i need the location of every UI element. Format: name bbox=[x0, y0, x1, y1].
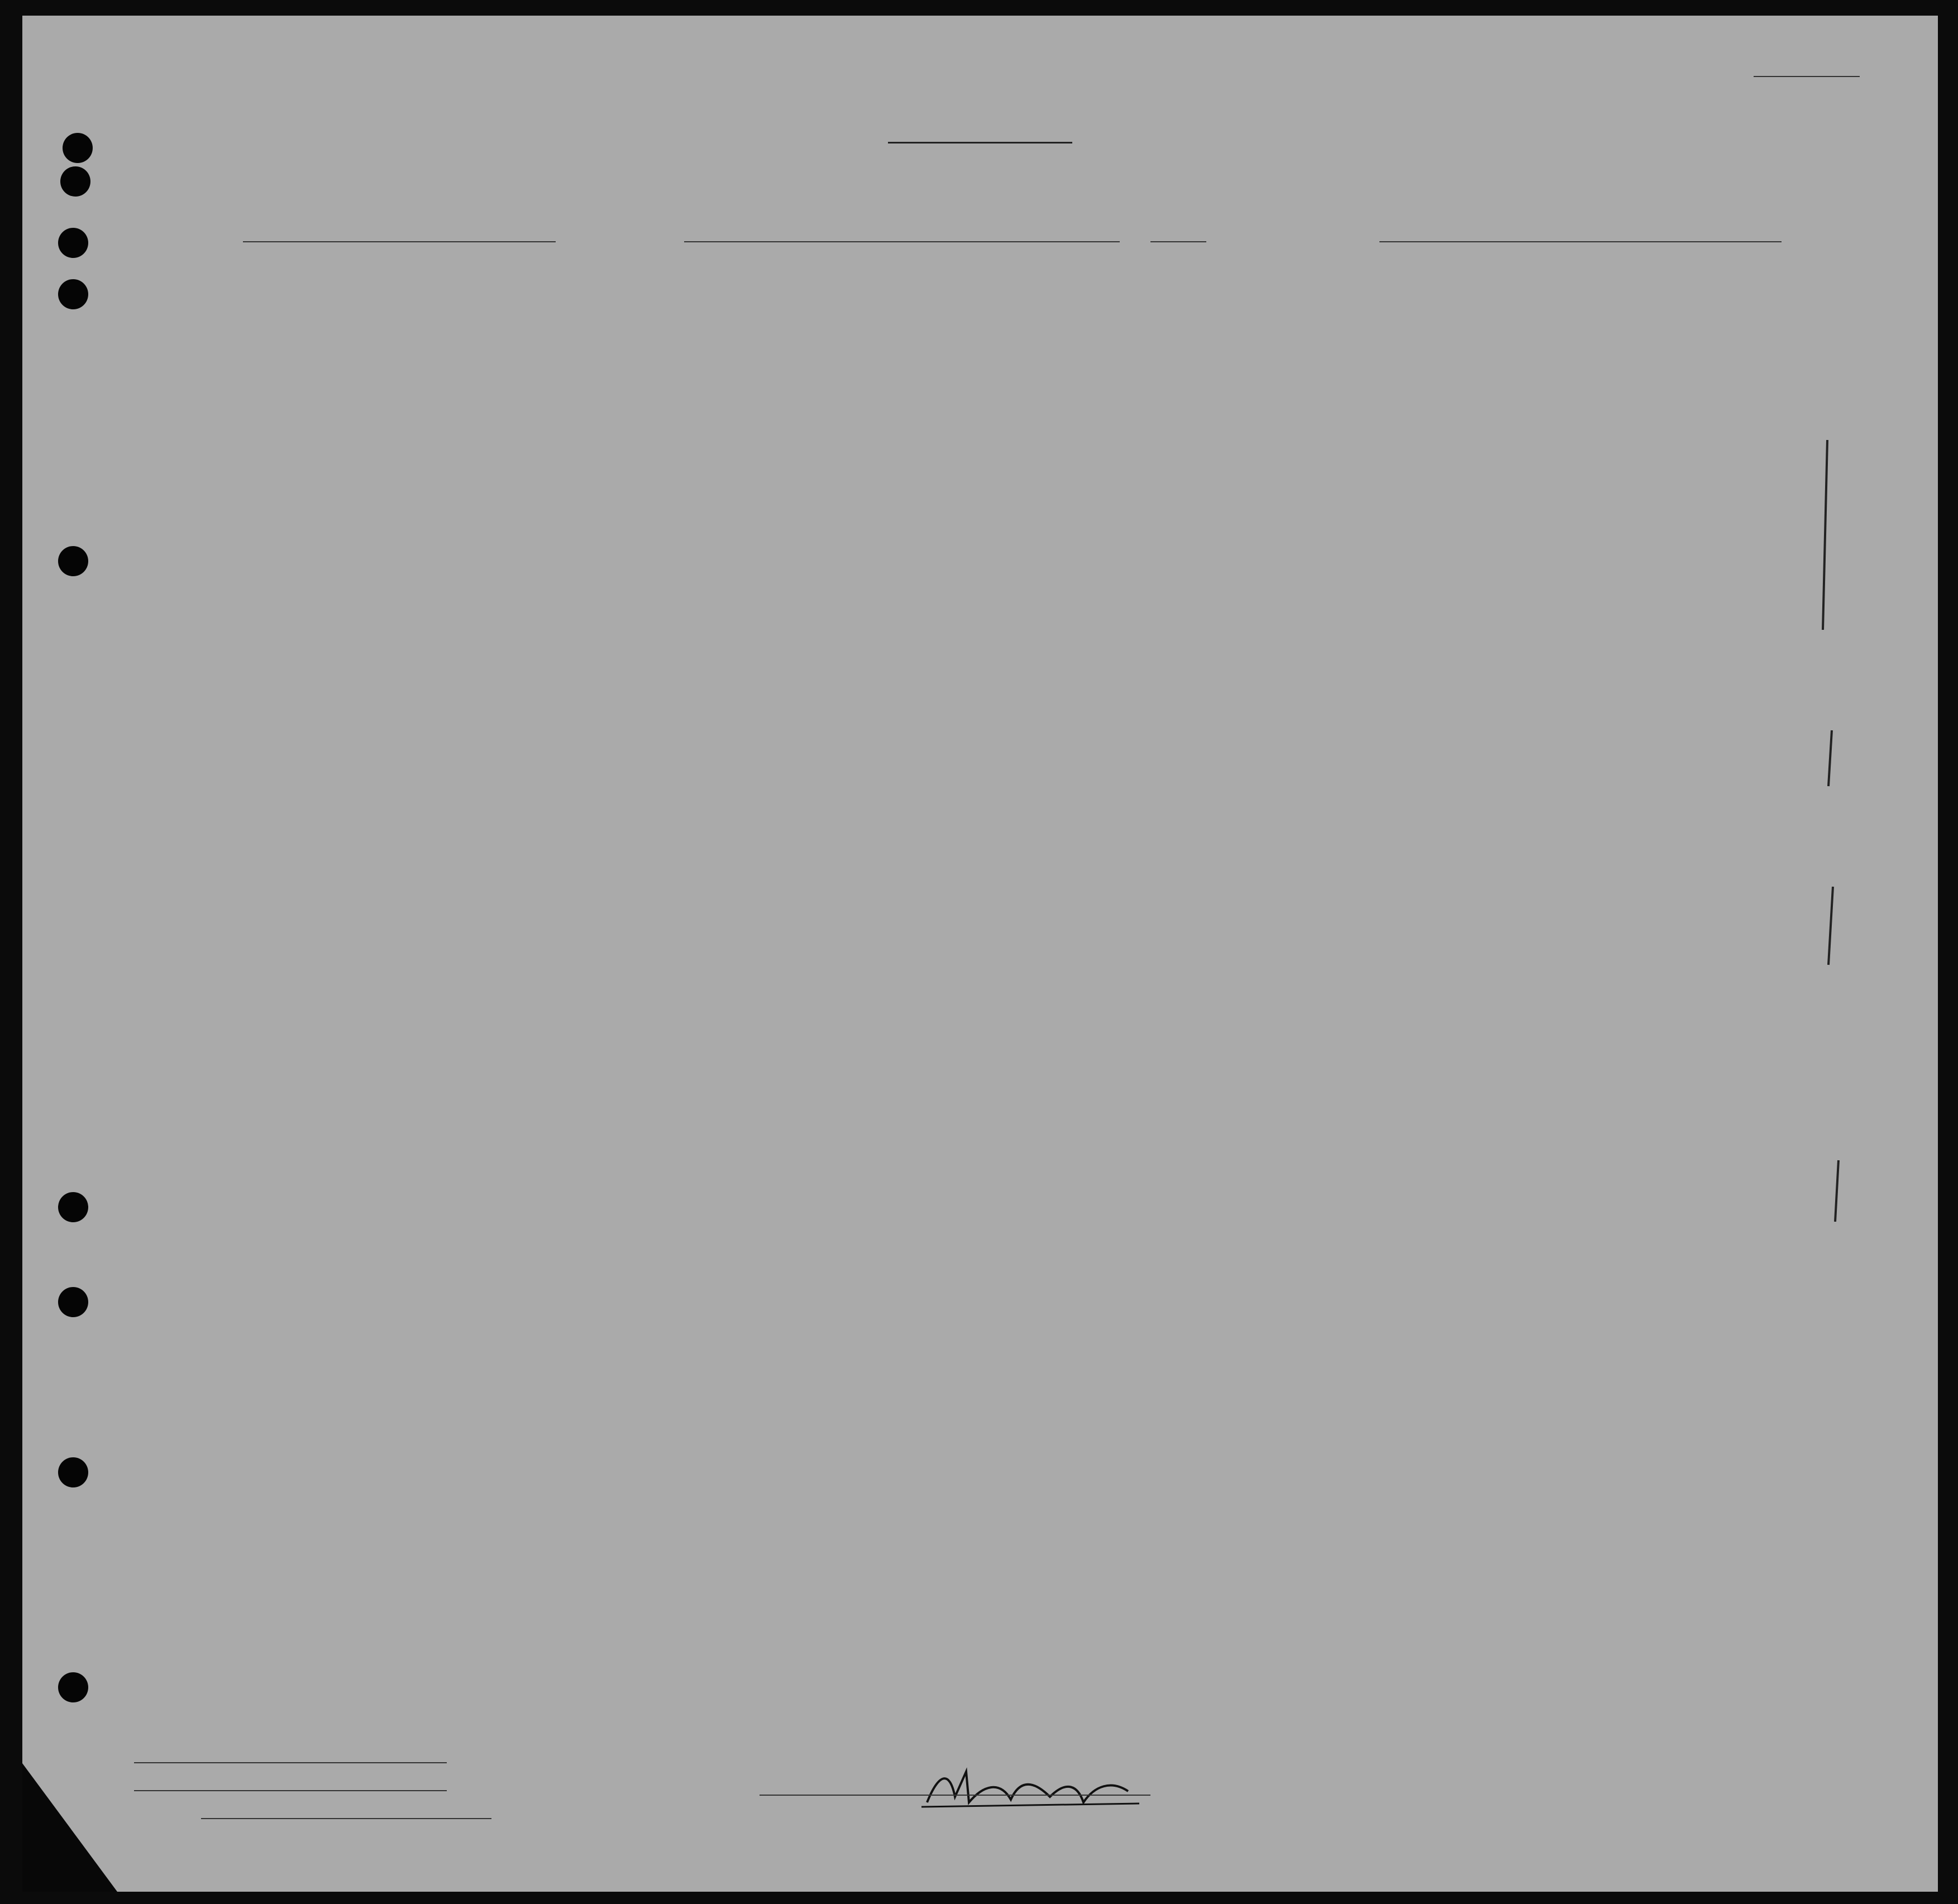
year-line bbox=[1150, 241, 1206, 242]
inspector-signature bbox=[916, 1763, 1150, 1814]
punch-hole bbox=[58, 228, 88, 258]
pen-mark-4 bbox=[1835, 1160, 1838, 1222]
vessel-name-line bbox=[243, 241, 556, 242]
punch-hole bbox=[58, 1287, 88, 1317]
pen-mark-2 bbox=[1828, 730, 1832, 786]
pen-mark-1 bbox=[1823, 440, 1827, 630]
inspector-pen-marks bbox=[1798, 440, 1865, 1222]
punch-hole bbox=[58, 1672, 88, 1702]
agents-underline bbox=[201, 1818, 491, 1819]
sheet-underline bbox=[1754, 76, 1860, 77]
punch-hole bbox=[63, 133, 93, 163]
arriving-line bbox=[684, 241, 1120, 242]
torn-corner bbox=[22, 1763, 117, 1892]
title-rule bbox=[888, 142, 1072, 143]
punch-hole bbox=[58, 1457, 88, 1487]
punch-hole bbox=[58, 279, 88, 309]
manifest-page bbox=[22, 16, 1938, 1892]
punch-hole bbox=[60, 166, 90, 197]
punch-hole bbox=[58, 546, 88, 576]
from-port-line bbox=[1379, 241, 1782, 242]
punch-hole bbox=[58, 1192, 88, 1222]
signature-line bbox=[760, 1795, 1150, 1796]
line-underline bbox=[134, 1762, 447, 1763]
service-checkmarks bbox=[22, 253, 748, 1727]
pen-mark-3 bbox=[1828, 887, 1833, 965]
owners-underline bbox=[134, 1790, 447, 1791]
